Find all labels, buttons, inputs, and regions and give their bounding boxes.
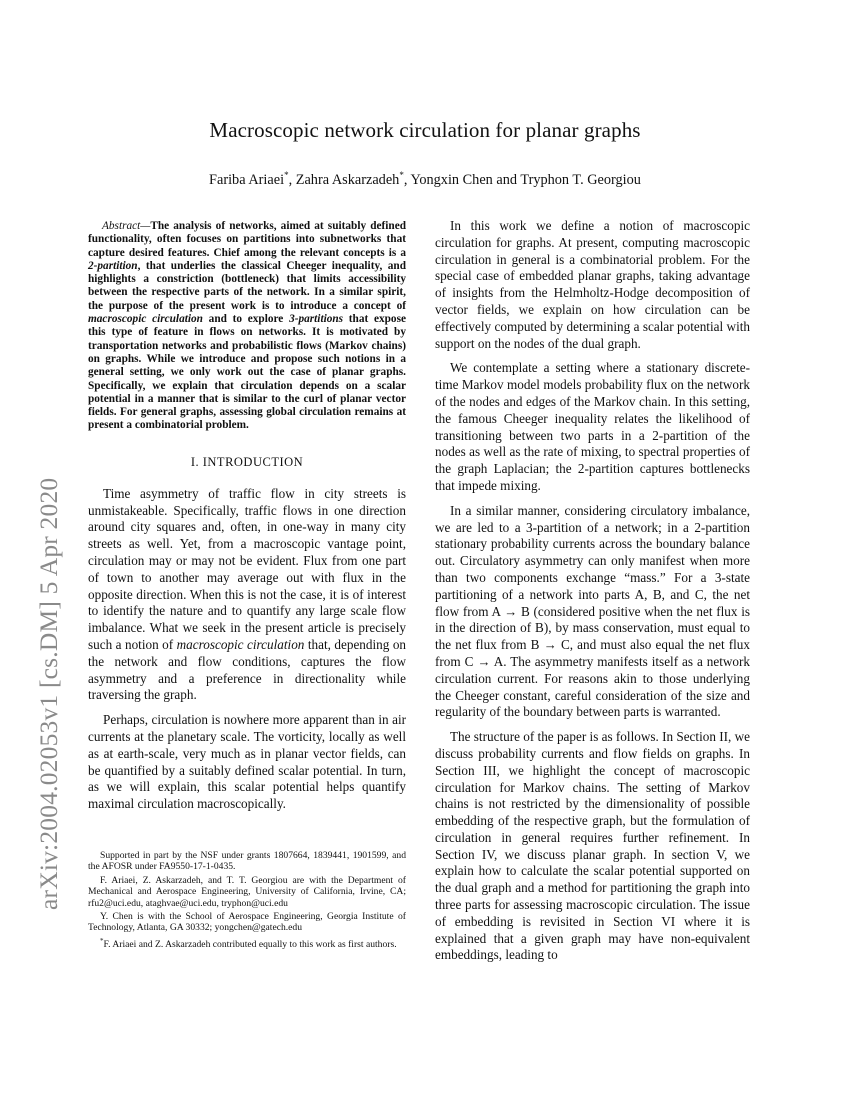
paragraph: In this work we define a notion of macroscopic circulation for graphs. At present, computing macroscopic circulation in general is a combinatorial problem. For the special case of embedded planar graphs, taking advantage of insights from the Helmholtz-Hodge decomposition of vector fields, we explain on how circulation can be effectively computed by determining a scalar potential with support on the nodes of the dual graph.	[435, 218, 750, 351]
section-heading-introduction	[88, 455, 406, 470]
right-column	[435, 218, 750, 972]
abstract-text: and to explore	[202, 313, 290, 326]
left-column	[88, 220, 406, 821]
paragraph: We contemplate a setting where a stationary discrete-time Markov model models probability flux on the network of the nodes and edges of the Markov chain. In this setting, the famous Cheeger inequality relates the likelihood of transitioning between two parts in a 2-partition of the nodes as well as the rate of mixing, to spectral properties of the graph Laplacian; the 2-partition captures bottlenecks that impede mixing.	[435, 360, 750, 493]
author-list	[0, 170, 850, 189]
paper-title: Macroscopic network circulation for planar graphs	[209, 118, 641, 142]
equal-contribution-mark: *	[284, 170, 289, 180]
introduction-body	[88, 486, 406, 813]
abstract-lead: Abstract—	[102, 220, 151, 232]
paragraph	[88, 486, 406, 704]
abstract-text: The analysis of networks, aimed at suitably defined functionality, often focuses on partitions into subnetworks that capture desired features. Chief among the relevant concepts is a	[88, 220, 406, 259]
footnote-text: F. Ariaei and Z. Askarzadeh contributed equally to this work as first authors.	[103, 939, 397, 951]
abstract-text: that expose this type of feature in flows on networks. It is motivated by transportation networks and probabilistic flows (Markov chains) on graphs. While we introduce and propose such notions in a general setting, we only work out the case of planar graphs. Specifically, we explain that circulation depends on a scalar potential in a manner that is similar to the curl of planar vector fields. For general graphs, assessing global circulation remains at present a combinatorial problem.	[88, 313, 406, 432]
section-title-initial: I	[202, 454, 208, 469]
abstract-term: macroscopic circulation	[88, 313, 203, 326]
abstract-term: 2-partition	[88, 259, 138, 272]
paragraph-text: that, depending on the network and flow conditions, captures the flow asymmetry and a preference in directionality while traversing the graph.	[88, 636, 407, 703]
author-name: Zahra Askarzadeh	[295, 171, 400, 188]
paragraph: In a similar manner, considering circulatory imbalance, we are led to a 3-partition of a network; in a 2-partition stationary probability currents across the boundary balance out. Circulatory asymmetry can only manifest when more than two components exchange “mass.” For a 3-state partitioning of a network into parts A, B, and C, the net flow from A → B (considered positive when the net flux is in the direction of B), by mass conservation, must equal to the net flux from B → C, and must also equal the net flux from C → A. The asymmetry manifests itself as a network circulation current. For reasons akin to those underlying the Cheeger constant, careful consideration of the size and regularity of the boundary between parts is warranted.	[435, 502, 750, 720]
footnote-mark: *	[100, 936, 104, 945]
equal-contribution-mark: *	[399, 170, 404, 180]
footnote-affiliation: Y. Chen is with the School of Aerospace Engineering, Georgia Institute of Technology, Atlanta, GA 30332; yongchen@gatech.edu	[88, 911, 406, 934]
section-number: I.	[190, 454, 203, 469]
paragraph: Perhaps, circulation is nowhere more apparent than in air currents at the planetary scale. The vorticity, locally as well as at earth-scale, very much as in planar vector fields, can be quantified by a suitably defined scalar potential. In turn, as we will explain, this scalar potential helps quantify maximal circulation macroscopically.	[88, 712, 406, 812]
author-name: Yongxin Chen and Tryphon T. Georgiou	[410, 171, 641, 188]
emphasized-term: macroscopic circulation	[176, 636, 305, 652]
footnote-funding: Supported in part by the NSF under grants 1807664, 1839441, 1901599, and the AFOSR under FA9550-17-1-0435.	[88, 850, 406, 873]
paragraph-text: Time asymmetry of traffic flow in city streets is unmistakeable. Specifically, traffic flows in one direction around city squares and, often, in one-way in many city streets as well. Yet, from a macroscopic vantage point, circulation may or may not be evident. Flux from one part of town to another may average out with flux in the opposite direction. When this is not the case, it is of interest to identify the nature and to quantify any large scale flow imbalance. What we seek in the present article is precisely such a notion of	[88, 485, 406, 652]
footnotes	[88, 850, 406, 952]
abstract-term: 3-partitions	[289, 313, 344, 326]
paragraph: The structure of the paper is as follows. In Section II, we discuss probability currents and flow fields on graphs. In Section III, we highlight the concept of macroscopic circulation for Markov chains. The setting of Markov chains is not restricted by the dimensionality of possible embedding of the respective graph, but the formulation of circulation in general requires further refinement. In Section IV, we discuss planar graph. In section V, we explain how to calculate the scalar potential supported on the dual graph and a method for partitioning the graph into three parts for assessing macroscopic circulation. The issue of embedding is revisited in Section VI where it is explained that a given graph may have non-equivalent embeddings, leading to	[435, 729, 750, 963]
arxiv-stamp: arXiv:2004.02053v1 [cs.DM] 5 Apr 2020	[34, 477, 63, 910]
footnote-affiliation: F. Ariaei, Z. Askarzadeh, and T. T. Georgiou are with the Department of Mechanical and Aerospace Engineering, University of California, Irvine, CA; rfu2@uci.edu, ataghvae@uci.edu, tryphon@uci.edu	[88, 874, 406, 909]
footnote-equal-contribution	[88, 936, 406, 951]
author-separator: ,	[288, 171, 296, 188]
abstract-text: , that underlies the classical Cheeger inequality, and highlights a constriction (bottleneck) that limits accessibility between the respective parts of the network. In a similar spirit, the purpose of the present work is to introduce a concept of	[88, 259, 406, 312]
author-separator: ,	[403, 171, 411, 188]
abstract	[88, 220, 406, 433]
section-title-rest: NTRODUCTION	[207, 454, 304, 469]
author-name: Fariba Ariaei	[209, 171, 285, 188]
